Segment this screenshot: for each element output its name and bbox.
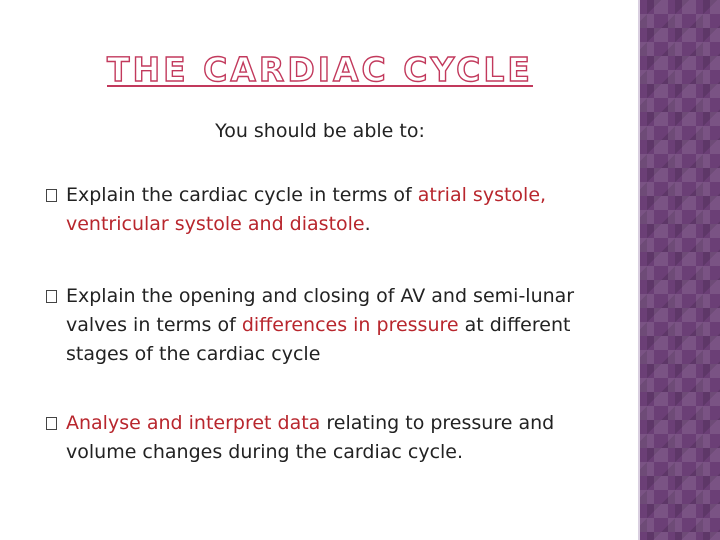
slide-subtitle: You should be able to: [215, 120, 425, 142]
bullet-item [46, 409, 626, 467]
bullet-item [46, 282, 626, 369]
bullet-highlight: atrial systole, ventricular systole and diastole [66, 184, 547, 235]
bullet-text: at different stages of the cardiac cycle [66, 314, 571, 365]
bullet-item [46, 181, 566, 239]
bullet-text: . [364, 213, 371, 235]
checkbox-icon [46, 290, 57, 303]
slide-title: THE CARDIAC CYCLE [107, 50, 533, 89]
decorative-side-panel [640, 0, 720, 540]
bullet-text: relating to pressure and volume changes during the cardiac cycle. [66, 412, 555, 463]
bullet-highlight: differences in pressure [241, 314, 459, 336]
checkbox-icon [46, 189, 57, 202]
bullet-text: Explain the opening and closing of AV and semi-lunar valves in terms of [66, 285, 575, 336]
bullet-highlight: Analyse and interpret data [66, 412, 321, 434]
bullet-text: Explain the cardiac cycle in terms of [66, 184, 418, 206]
checkbox-icon [46, 417, 57, 430]
